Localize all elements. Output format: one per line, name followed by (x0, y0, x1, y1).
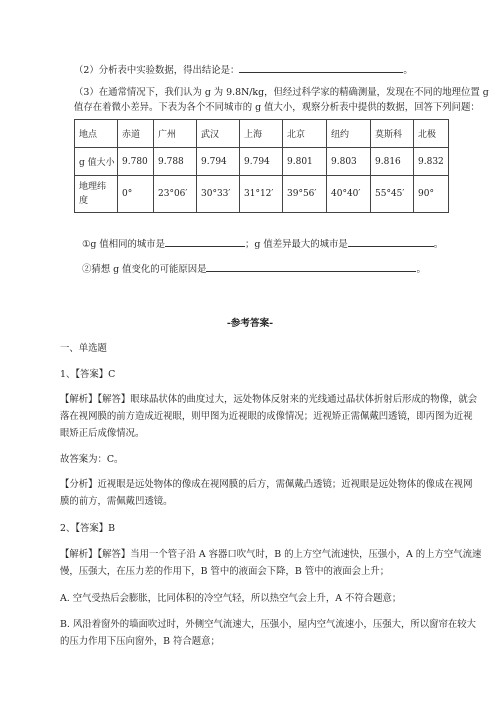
table-cell: 广州 (154, 120, 197, 148)
table-cell: 0° (118, 176, 154, 213)
answer-1-summary: 【分析】近视眼是远处物体的像成在视网膜的后方，需佩戴凸透镜；近视眼是远处物体的像成在视网 (60, 479, 473, 490)
answer-1-analysis: 落在视网膜的前方造成近视眼，则甲图为近视眼的成像情况；近视矫正需佩戴凹透镜，即丙图为近视 (60, 411, 473, 422)
answer-2-heading: 2、【答案】B (60, 523, 116, 534)
table-cell: 23°06′ (154, 176, 197, 213)
sub-question-2: ②猜想 g 值变化的可能原因是 。 (82, 261, 426, 276)
sub-question-1: ①g 值相同的城市是 ；g 值差异最大的城市是 。 (82, 236, 443, 251)
table-cell: 9.803 (327, 148, 371, 176)
table-cell: 纽约 (327, 120, 371, 148)
answer-1-analysis: 眼矫正后成像情况。 (60, 428, 145, 439)
table-header-row (75, 120, 449, 148)
table-cell: 9.801 (283, 148, 327, 176)
table-cell: 90° (414, 176, 449, 213)
table-cell: 31°12′ (240, 176, 283, 213)
table-cell: 莫斯科 (371, 120, 414, 148)
table-cell: 地理纬 度 (75, 176, 118, 213)
answer-blank (206, 261, 416, 272)
question-2-text: （2）分析表中实验数据，得出结论是： (74, 65, 240, 76)
table-cell: 9.794 (240, 148, 283, 176)
table-cell: 9.788 (154, 148, 197, 176)
table-cell: 地点 (75, 120, 118, 148)
table-row-latitude (75, 176, 449, 213)
table-cell: 30°33′ (197, 176, 240, 213)
table-cell: 9.780 (118, 148, 154, 176)
answers-title: -参考答案- (226, 318, 274, 329)
table-cell: 武汉 (197, 120, 240, 148)
table-cell: 9.794 (197, 148, 240, 176)
table-cell: 上海 (240, 120, 283, 148)
answer-1-summary: 膜的前方，需佩戴凹透镜。 (60, 496, 173, 507)
table-cell: 赤道 (118, 120, 154, 148)
question-3-line-2: 值存在着微小差异。下表为各个不同城市的 g 值大小，观察分析表中提供的数据，回答下列问题： (74, 102, 480, 113)
table-cell: 39°56′ (283, 176, 327, 213)
gravity-table (74, 119, 449, 213)
answer-blank (165, 236, 245, 247)
table-cell: 北京 (283, 120, 327, 148)
table-cell: g 值大小 (75, 148, 118, 176)
option-a: A. 空气受热后会膨胀，比同体积的冷空气轻，所以热空气会上升，A 不符合题意； (60, 593, 402, 604)
table-cell: 9.832 (414, 148, 449, 176)
answer-1-analysis: 【解析】【解答】眼球晶状体的曲度过大，远处物体反射来的光线通过晶状体折射后形成的物像，就会 (60, 394, 478, 405)
answer-1-heading: 1、【答案】C (60, 369, 116, 380)
question-2: （2）分析表中实验数据，得出结论是： 。 (74, 62, 413, 77)
table-cell: 40°40′ (327, 176, 371, 213)
table-row-g-value (75, 148, 449, 176)
answer-1-conclusion: 故答案为：C。 (60, 454, 124, 465)
answer-2-analysis: 慢，压强大，在压力差的作用下，B 管中的液面会下降，B 管中的液面会上升； (60, 566, 390, 577)
answer-2-analysis: 【解析】【解答】当用一个管子沿 A 容器口吹气时，B 的上方空气流速快，压强小，A 的上方空气流速 (60, 549, 482, 560)
question-3-line-1: （3）在通常情况下，我们认为 g 为 9.8N/kg，但经过科学家的精确测量，发现在不同的地理位置 g (74, 87, 489, 98)
table-cell: 55°45′ (371, 176, 414, 213)
answer-blank (348, 236, 434, 247)
option-b: 的压力作用下压向窗外，B 符合题意； (60, 636, 220, 647)
section-heading: 一、单选题 (60, 343, 107, 354)
table-cell: 北极 (414, 120, 449, 148)
answer-blank (239, 62, 403, 73)
table-cell: 9.816 (371, 148, 414, 176)
option-b: B. 风沿着窗外的墙面吹过时，外侧空气流速大，压强小，屋内空气流速小，压强大，所以窗帘在较大 (60, 619, 476, 630)
